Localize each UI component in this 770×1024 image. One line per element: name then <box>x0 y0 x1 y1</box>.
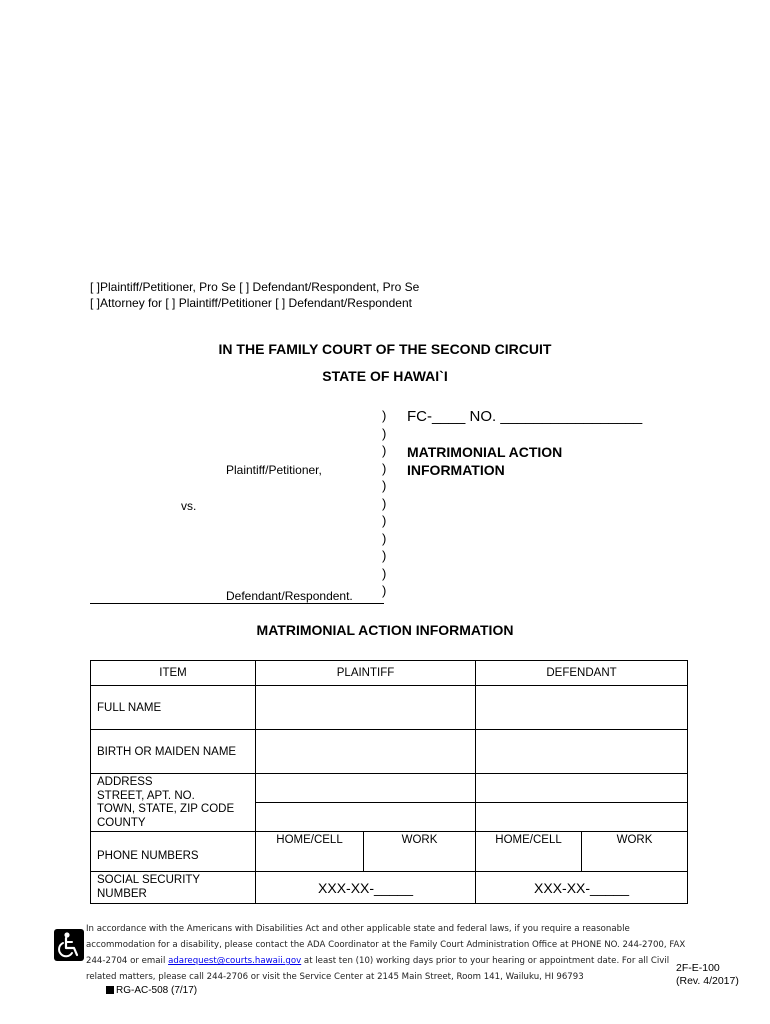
plaintiff-birth-name-field[interactable] <box>256 730 476 774</box>
wheelchair-icon <box>54 929 84 961</box>
defendant-label: Defendant/Respondent. <box>226 589 353 603</box>
form-number: 2F-E-100 <box>676 962 720 974</box>
revision-code <box>106 985 197 996</box>
party-line-pro-se: [ ]Plaintiff/Petitioner, Pro Se [ ] Defendant/Respondent, Pro Se <box>90 280 420 294</box>
document-title-line1: MATRIMONIAL ACTION <box>407 444 563 460</box>
plaintiff-label: Plaintiff/Petitioner, <box>226 463 322 477</box>
plaintiff-home-cell-field[interactable]: HOME/CELL <box>256 832 364 872</box>
defendant-full-name-field[interactable] <box>476 686 688 730</box>
row-label-address <box>91 774 256 832</box>
row-label-ssn <box>91 872 256 904</box>
row-label-birth-name: BIRTH OR MAIDEN NAME <box>91 730 256 774</box>
plaintiff-ssn-field[interactable]: XXX-XX-_____ <box>256 872 476 904</box>
plaintiff-work-field[interactable]: WORK <box>364 832 476 872</box>
plaintiff-full-name-field[interactable] <box>256 686 476 730</box>
defendant-address-field[interactable] <box>476 774 688 803</box>
defendant-ssn-field[interactable]: XXX-XX-_____ <box>476 872 688 904</box>
ada-notice-text-1: In accordance with the Americans with Disabilities Act and other applicable state and federal laws, if you require a reasonable accommodation for a disability, please contact the ADA Coordinator at the Family Court Administration Office at PHONE NO. 244-2700, FAX 244-2704 or email <box>86 924 686 966</box>
vs-label: vs. <box>181 499 197 513</box>
document-title-line2: INFORMATION <box>407 462 505 478</box>
ssn-label-line-1: SOCIAL SECURITY <box>97 874 201 886</box>
row-label-phone: PHONE NUMBERS <box>91 832 256 872</box>
row-label-full-name: FULL NAME <box>91 686 256 730</box>
checkbox-icon <box>106 986 114 994</box>
form-number-block <box>676 962 739 988</box>
form-revision: (Rev. 4/2017) <box>676 975 739 987</box>
caption-underline <box>90 603 384 604</box>
case-number: FC-____ NO. _________________ <box>407 408 643 425</box>
plaintiff-town-field[interactable] <box>256 803 476 832</box>
ssn-label-line-2: NUMBER <box>97 887 147 900</box>
address-line-1: ADDRESS <box>97 776 153 788</box>
section-title: MATRIMONIAL ACTION INFORMATION <box>256 622 514 638</box>
header-plaintiff: PLAINTIFF <box>256 661 476 686</box>
defendant-birth-name-field[interactable] <box>476 730 688 774</box>
header-item: ITEM <box>91 661 256 686</box>
defendant-work-field[interactable]: WORK <box>582 832 688 872</box>
header-defendant: DEFENDANT <box>476 661 688 686</box>
address-line-2: STREET, APT. NO. <box>97 789 195 802</box>
defendant-town-field[interactable] <box>476 803 688 832</box>
ada-notice <box>86 921 686 985</box>
address-line-3: TOWN, STATE, ZIP CODE <box>97 803 235 815</box>
revision-code-text: RG-AC-508 (7/17) <box>116 985 198 996</box>
ada-notice-text-2: at least ten (10) working days prior to your hearing or appointment date. For all Civil related matters, please call 244-2706 or visit the Service Center at 2145 Main Street, Room 141, Wailuku, HI 96793 <box>86 956 670 982</box>
party-line-attorney: [ ]Attorney for [ ] Plaintiff/Petitioner [ ] Defendant/Respondent <box>90 296 412 310</box>
court-title: IN THE FAMILY COURT OF THE SECOND CIRCUIT <box>218 341 552 357</box>
defendant-home-cell-field[interactable]: HOME/CELL <box>476 832 582 872</box>
address-line-4: COUNTY <box>97 816 146 829</box>
ada-email-link[interactable]: adarequest@courts.hawaii.gov <box>168 956 302 966</box>
court-state: STATE OF HAWAI`I <box>322 368 448 384</box>
matrimonial-info-table <box>90 660 688 904</box>
caption-parentheses: ) ) ) ) ) ) ) ) ) ) ) <box>382 408 387 598</box>
plaintiff-address-field[interactable] <box>256 774 476 803</box>
